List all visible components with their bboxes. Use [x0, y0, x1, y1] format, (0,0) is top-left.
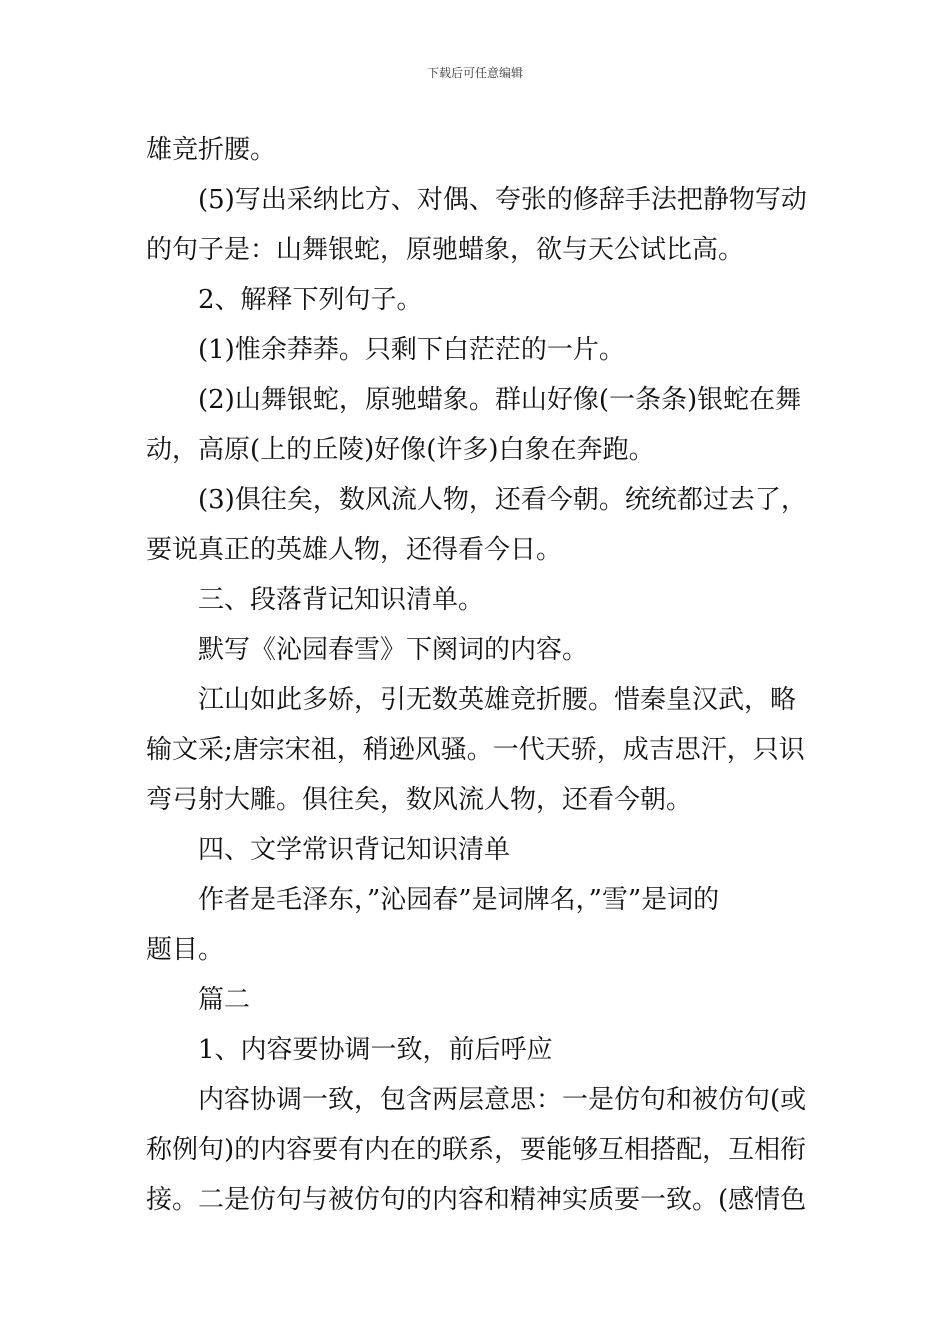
- text-line: 内容协调一致，包含两层意思：一是仿句和被仿句(或: [146, 1085, 807, 1115]
- text-line: (3)俱往矣，数风流人物，还看今朝。统统都过去了，: [146, 485, 807, 515]
- text-line: 弯弓射大雕。俱往矣，数风流人物，还看今朝。: [146, 785, 693, 815]
- text-line: 江山如此多娇，引无数英雄竞折腰。惜秦皇汉武，略: [146, 685, 797, 715]
- text-line: 三、段落背记知识清单。: [146, 585, 485, 615]
- text-line: 作者是毛泽东，”沁园春”是词牌名，”雪”是词的: [146, 885, 720, 915]
- text-line: 1、内容要协调一致，前后呼应: [146, 1035, 553, 1065]
- text-line: 题目。: [146, 935, 225, 965]
- text-line: 接。二是仿句与被仿句的内容和精神实质要一致。(感情色: [146, 1185, 807, 1215]
- text-line: 要说真正的英雄人物，还得看今日。: [146, 535, 563, 565]
- text-line: 四、文学常识背记知识清单: [146, 835, 511, 865]
- text-line: 雄竞折腰。: [146, 135, 277, 165]
- text-line: 动，高原(上的丘陵)好像(许多)白象在奔跑。: [146, 435, 655, 465]
- text-line: 默写《沁园春雪》下阕词的内容。: [146, 635, 589, 665]
- text-line: (1)惟余莽莽。只剩下白茫茫的一片。: [146, 335, 625, 365]
- text-line: 输文采;唐宗宋祖，稍逊风骚。一代天骄，成吉思汗，只识: [146, 735, 805, 765]
- text-line: (2)山舞银蛇，原驰蜡象。群山好像(一条条)银蛇在舞: [146, 385, 802, 415]
- text-line: 称例句)的内容要有内在的联系，要能够互相搭配，互相衔: [146, 1135, 807, 1165]
- text-line: 2、解释下列句子。: [146, 285, 423, 315]
- text-line: 的句子是：山舞银蛇，原驰蜡象，欲与天公试比高。: [146, 235, 745, 265]
- text-line: (5)写出采纳比方、对偶、夸张的修辞手法把静物写动: [146, 185, 807, 215]
- text-line: 篇二: [146, 985, 251, 1015]
- page-header: 下载后可任意编辑: [426, 66, 523, 80]
